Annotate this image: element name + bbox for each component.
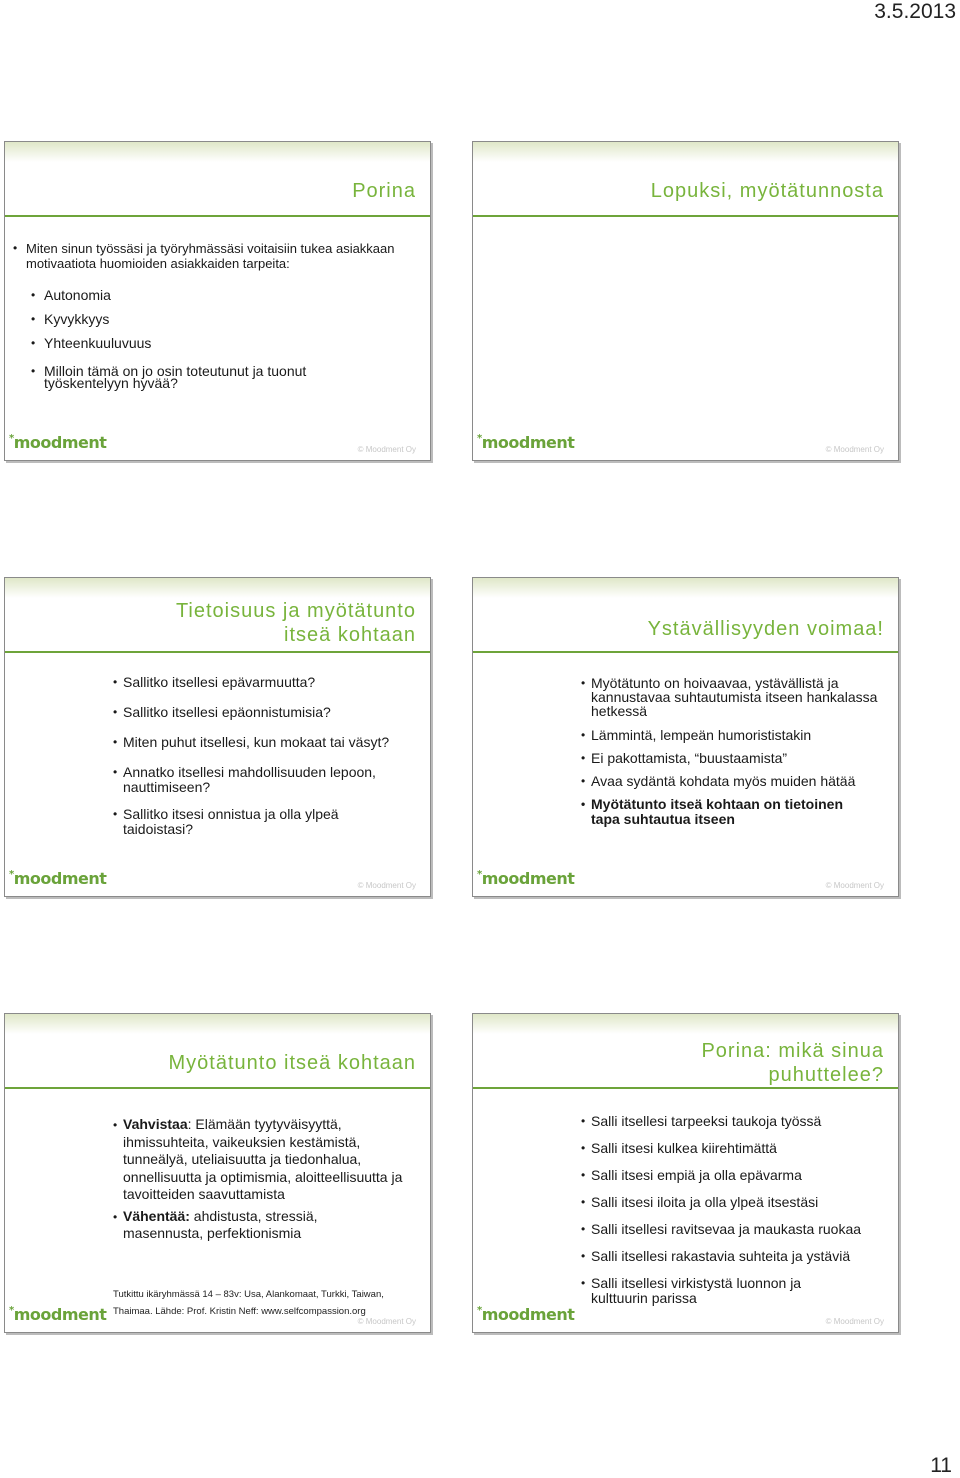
slide-list-wrap — [581, 676, 888, 836]
bullet-icon: • — [31, 336, 36, 350]
list-item — [31, 336, 422, 351]
bullet-icon: • — [113, 675, 118, 689]
list-item-text: Myötätunto itseä kohtaan on tietoinen tapa suhtautua itseen — [591, 796, 844, 827]
bullet-list — [113, 675, 420, 837]
page-number: 11 — [930, 1454, 952, 1477]
list-item-lead: Vähentää: — [123, 1207, 190, 1224]
copyright-text: © Moodment Oy — [825, 1317, 884, 1326]
moodment-logo: *moodment — [9, 1305, 107, 1324]
list-item — [113, 807, 420, 837]
bullet-icon: • — [581, 774, 586, 788]
slide-tietoisuus — [4, 577, 431, 897]
list-item — [31, 312, 422, 327]
list-item-text: Milloin tämä on jo osin toteutunut ja tuonut työskentelyyn hyvää? — [44, 363, 307, 391]
list-item — [581, 797, 888, 827]
slide-title: Ystävällisyyden voimaa! — [647, 618, 884, 640]
slide-title-bar — [5, 578, 430, 653]
list-item-text: Salli itsellesi tarpeeksi taukoja työssä — [591, 1113, 822, 1129]
list-item — [113, 675, 420, 690]
moodment-logo: *moodment — [477, 433, 575, 452]
moodment-logo: *moodment — [477, 869, 575, 888]
bullet-list — [581, 1114, 892, 1306]
slide-title: Myötätunto itseä kohtaan — [168, 1052, 416, 1074]
list-item-text: Kyvykkyys — [44, 311, 110, 327]
list-item — [581, 1114, 892, 1129]
list-item — [581, 1168, 892, 1183]
list-item-text: ahdistusta, stressiä, masennusta, perfektionismia — [123, 1207, 318, 1241]
slide-title-bar — [473, 578, 898, 653]
bullet-list — [113, 1116, 420, 1243]
slide-porina-mika — [472, 1013, 899, 1333]
bullet-icon: • — [581, 676, 586, 690]
list-item — [581, 1222, 892, 1237]
list-item-text: Salli itsellesi virkistystä luonnon ja kulttuurin parissa — [591, 1275, 802, 1306]
list-item-text: Salli itsesi iloita ja olla ylpeä itsestäsi — [591, 1194, 819, 1210]
bullet-icon: • — [31, 288, 36, 302]
slide-myotatunto — [4, 1013, 431, 1333]
list-item-text: Yhteenkuuluvuus — [44, 335, 152, 351]
copyright-text: © Moodment Oy — [825, 445, 884, 454]
slide-title-bar — [473, 142, 898, 217]
slide-title-bar — [5, 142, 430, 217]
bullet-icon: • — [581, 1249, 586, 1263]
copyright-text: © Moodment Oy — [357, 1317, 416, 1326]
slide-title: Lopuksi, myötätunnosta — [650, 180, 884, 202]
list-item-text: Sallitko itsesi onnistua ja olla ylpeä taidoistasi? — [123, 806, 339, 837]
slide-list-wrap: • Vahvistaa: Elämään tyytyväisyyttä, ihmissuhteita, vaikeuksien kestämistä, tunneälyä, uteliaisuutta ja tiedonhalua, onnellisuutta ja optimismia, aloitteellisuutta ja tavoitteiden saavuttamista • Vähentää: ahdistusta, stressiä, masennusta, perfektionismia Tutkittu ikäryhmässä 14 – 83v: Usa, Alankomaat, Turkki, Taiwan, Thaimaa. Lähde: Prof. Kristin Neff: www.selfcompassion.org — [113, 1116, 420, 1252]
bullet-icon: • — [113, 1209, 118, 1224]
list-item-text: Lämmintä, lempeän humorististakin — [591, 727, 812, 743]
slide-content — [13, 241, 422, 416]
slide-porina — [4, 141, 431, 461]
bullet-list — [581, 676, 888, 827]
list-item — [13, 241, 422, 271]
list-item — [581, 1195, 892, 1210]
list-item — [113, 735, 420, 750]
list-item-text: Annatko itsellesi mahdollisuuden lepoon, nauttimiseen? — [123, 764, 376, 795]
copyright-text: © Moodment Oy — [357, 881, 416, 890]
list-item-text: Salli itsellesi ravitsevaa ja maukasta ruokaa — [591, 1221, 862, 1237]
list-item — [113, 1208, 420, 1243]
slide-content — [489, 230, 890, 416]
list-item — [31, 365, 422, 389]
bullet-icon: • — [581, 1276, 586, 1290]
list-item — [113, 1116, 420, 1204]
list-item-text: Miten puhut itsellesi, kun mokaat tai väsyt? — [123, 734, 390, 750]
bullet-icon: • — [581, 1168, 586, 1182]
bullet-icon: • — [581, 1141, 586, 1155]
list-item — [581, 751, 888, 766]
moodment-logo: *moodment — [477, 1305, 575, 1324]
list-item-text: Myötätunto on hoivaavaa, ystävällistä ja kannustavaa suhtautumista itseen hankalassa hetkessä — [591, 675, 878, 719]
bullet-list — [13, 241, 422, 389]
bullet-icon: • — [581, 1222, 586, 1236]
slide-title: Porina: mikä sinua puhuttelee? — [701, 1040, 884, 1086]
list-item — [581, 676, 888, 718]
slide-title: Tietoisuus ja myötätunto itseä kohtaan — [175, 600, 416, 646]
list-item — [113, 705, 420, 720]
list-item — [581, 1141, 892, 1156]
list-item-text: Miten sinun työssäsi ja työryhmässäsi voitaisiin tukea asiakkaan motivaatiota huomioiden asiakkaiden tarpeita: — [26, 241, 395, 271]
bullet-icon: • — [113, 1118, 118, 1132]
list-item — [581, 774, 888, 789]
bullet-icon: • — [581, 1114, 586, 1128]
list-item-lead: Vahvistaa — [123, 1116, 188, 1132]
copyright-text: © Moodment Oy — [357, 445, 416, 454]
bullet-icon: • — [31, 364, 36, 378]
slide-list-wrap — [581, 1114, 892, 1315]
bullet-icon: • — [113, 705, 118, 719]
list-item-text: Autonomia — [44, 287, 111, 303]
page-date: 3.5.2013 — [874, 0, 956, 23]
bullet-icon: • — [581, 728, 586, 742]
bullet-icon: • — [581, 797, 586, 811]
bullet-icon: • — [13, 241, 18, 255]
list-item-text: Salli itsesi empiä ja olla epävarma — [591, 1167, 802, 1183]
slide-title-bar — [5, 1014, 430, 1089]
list-item-text: Sallitko itsellesi epäonnistumisia? — [123, 704, 331, 720]
slide-title: Porina — [352, 180, 416, 202]
copyright-text: © Moodment Oy — [825, 881, 884, 890]
slide-ystavallisyys — [472, 577, 899, 897]
bullet-icon: • — [113, 765, 118, 779]
list-item-text: Salli itsellesi rakastavia suhteita ja ystäviä — [591, 1248, 851, 1264]
list-item-text: Salli itsesi kulkea kiirehtimättä — [591, 1140, 777, 1156]
list-item — [581, 1249, 892, 1264]
list-item-text: : Elämään tyytyväisyyttä, ihmissuhteita, vaikeuksien kestämistä, tunneälyä, uteliaisuutta ja tiedonhalua, onnellisuutta ja optimismia, aloitteellisuutta ja tavoitteiden saavuttamista — [123, 1116, 403, 1202]
list-item — [31, 288, 422, 303]
bullet-icon: • — [581, 751, 586, 765]
moodment-logo: *moodment — [9, 869, 107, 888]
list-item-text: Sallitko itsellesi epävarmuutta? — [123, 674, 316, 690]
bullet-icon: • — [581, 1195, 586, 1209]
list-item — [581, 1276, 892, 1306]
bullet-icon: • — [113, 735, 118, 749]
slide-lopuksi — [472, 141, 899, 461]
bullet-icon: • — [31, 312, 36, 326]
list-item-text: Avaa sydäntä kohdata myös muiden hätää — [591, 773, 856, 789]
list-item — [113, 765, 420, 795]
list-item — [581, 728, 888, 743]
slide-title-bar — [473, 1014, 898, 1089]
list-item-text: Ei pakottamista, “buustaamista” — [591, 750, 788, 766]
moodment-logo: *moodment — [9, 433, 107, 452]
slide-list-wrap — [113, 675, 420, 846]
bullet-icon: • — [113, 807, 118, 821]
